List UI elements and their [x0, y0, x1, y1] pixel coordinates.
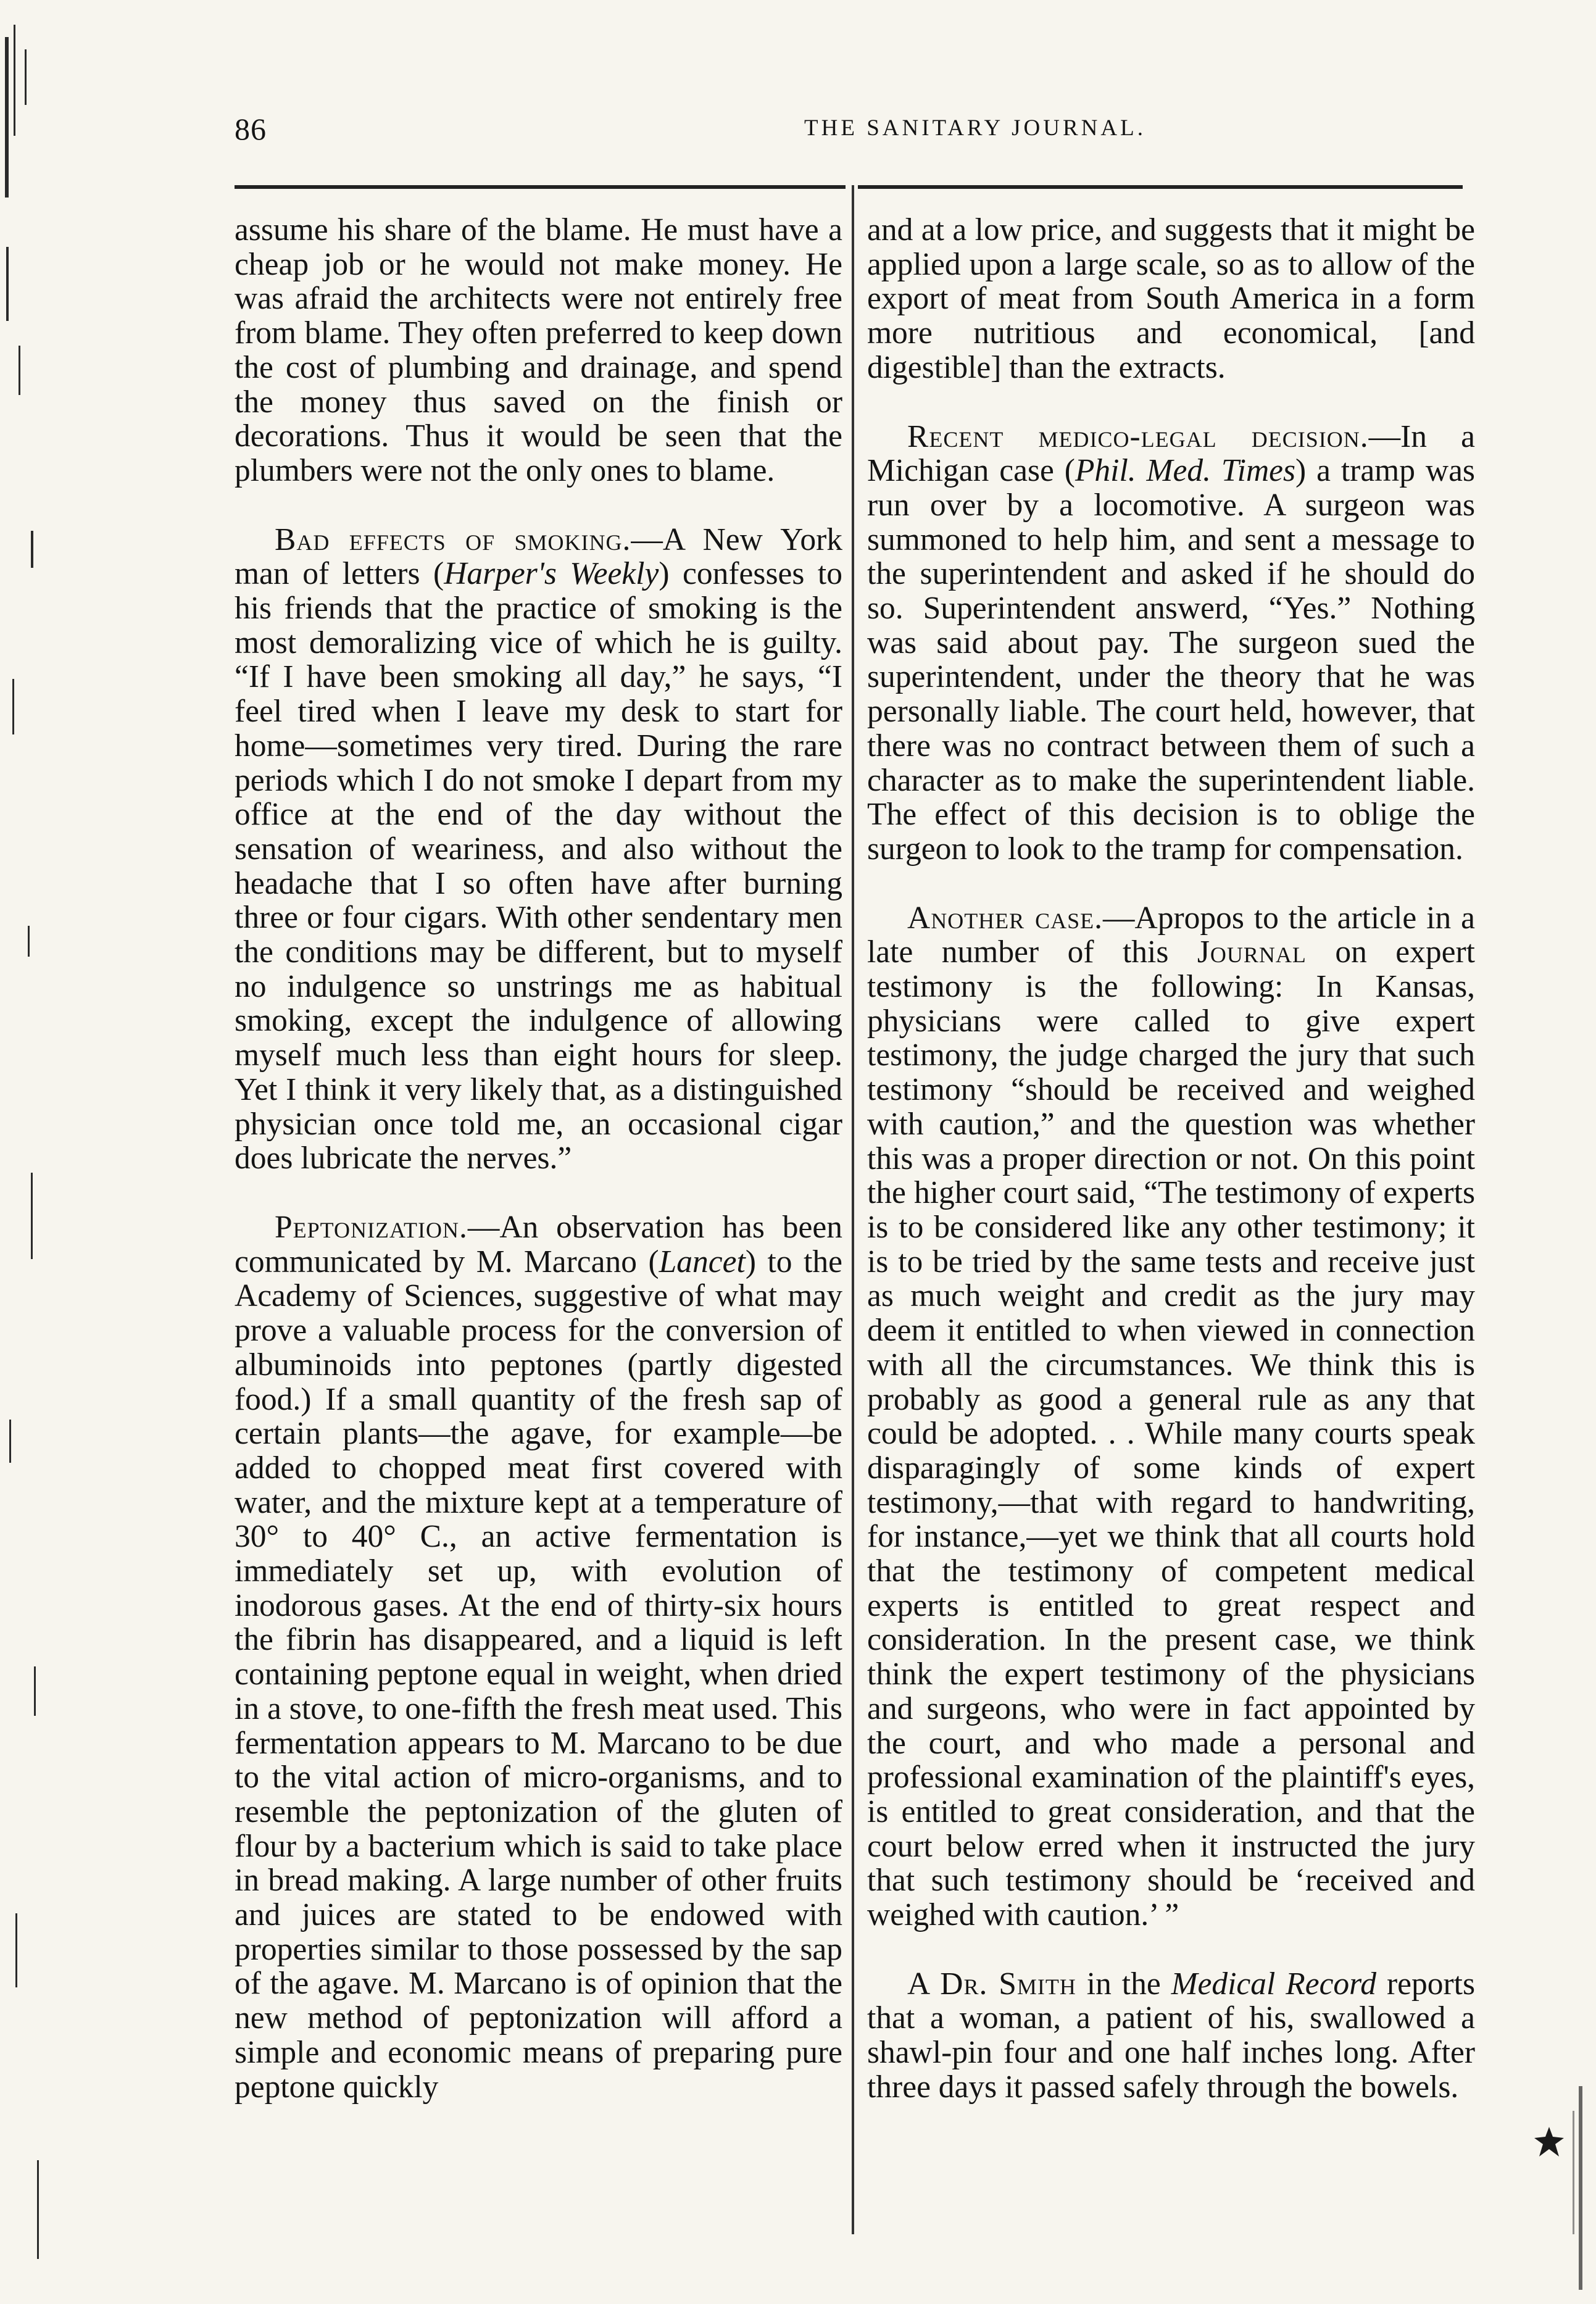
paragraph-smoking: Bad effects of smoking.—A New York man of letters (Harper's Weekly) confesses to his friends that the practice of smoking is the most demoralizing vice of which he is guilty. “If I have been smoking all day,” he says, “I feel tired when I leave my desk to start for home—sometimes very tired. During the rare periods which I do not smoke I depart from my office at the end of the day without the sensation of weariness, and also without the headache that I so often have after burning three or four cigars. With other sendentary men the conditions may be different, but to myself no indulgence so unstrings me as habitual smoking, except the indulgence of allowing myself much less than eight hours for sleep. Yet I think it very likely that, as a distinguished physician once told me, an occasional cigar does lubricate the nerves.” [235, 522, 842, 1176]
source-citation: Harper's Weekly [444, 556, 659, 592]
source-citation: Medical Record [1171, 1966, 1377, 2002]
section-heading-peptonization: Peptonization. [275, 1209, 468, 1245]
binding-margin-marks [0, 0, 74, 2304]
page-number: 86 [235, 112, 267, 146]
running-title: THE SANITARY JOURNAL. [804, 115, 1146, 141]
source-citation: Lancet [659, 1244, 746, 1279]
paragraph-peptonization-continued: and at a low price, and suggests that it might be applied upon a large scale, so as to allow of the export of meat from South America in a form more nutritious and economical, [and digestible] than the extracts. [867, 212, 1475, 385]
source-citation: Phil. Med. Times [1074, 453, 1296, 489]
section-heading-smoking: Bad effects of smoking. [275, 522, 631, 557]
page-header [235, 105, 1469, 154]
paragraph-another-case: Another case.—Apropos to the article in a late number of this Journal on expert testimony is the following: In Kansas, physicians were called to give expert testimony, the judge charged the jury that such testimony “should be received and weighed with caution,” and the question was whether this was a proper direction or not. On this point the higher court said, “The testimony of experts is to be considered like any other testimony; it is to be tried by the same tests and receive just as much weight and credit as the jury may deem it entitled to when viewed in connection with all the circumstances. We think this is probably as good a general rule as any that could be adopted. . . While many courts speak disparagingly of some kinds of expert testimony,—that with regard to handwriting, for instance,—yet we think that all courts hold that the testimony of competent medical experts is entitled to great respect and consideration. In the present case, we think think the expert testimony of the physicians and surgeons, who were in fact appointed by the court, and who made a personal and professional examination of the plaintiff's eyes, is entitled to great consideration, and that the court below erred when it instructed the jury that such testimony should be ‘received and weighed with caution.’ ” [867, 900, 1475, 1933]
column-divider [852, 185, 854, 2234]
page-edge-shadow [1568, 2086, 1586, 2290]
paragraph-dr-smith: A Dr. Smith in the Medical Record reports that a woman, a patient of his, swallowed a shawl-pin four and one half inches long. After three days it passed safely through the bowels. [867, 1966, 1475, 2105]
header-rule-left [235, 185, 846, 189]
journal-name: Journal [1197, 934, 1307, 970]
section-heading-dr-smith: A Dr. Smith [907, 1966, 1076, 2002]
paragraph-medico-legal: Recent medico-legal decision.—In a Michigan case (Phil. Med. Times) a tramp was run over by a locomotive. A surgeon was summoned to help him, and sent a message to the superintendent and asked if he should do so. Superintendent answerd, “Yes.” Nothing was said about pay. The surgeon sued the superintendent, under the theory that he was personally liable. The court held, however, that there was no contract between them of such a character as to make the superintendent liable. The effect of this decision is to oblige the surgeon to look to the tramp for compensation. [867, 418, 1475, 867]
paragraph-peptonization: Peptonization.—An observation has been communicated by M. Marcano (Lancet) to the Academy of Sciences, suggestive of what may prove a valuable process for the conversion of albuminoids into peptones (partly digested food.) If a small quantity of the fresh sap of certain plants—the agave, for example—be added to chopped meat first covered with water, and the mixture kept at a temperature of 30° to 40° C., an active fermentation is immediately set up, with evolution of inodorous gases. At the end of thirty-six hours the fibrin has disappeared, and a liquid is left containing peptone equal in weight, when dried in a stove, to one-fifth the fresh meat used. This fermentation appears to M. Marcano to be due to the vital action of micro-organisms, and to resemble the peptonization of the gluten of flour by a bacterium which is said to take place in bread making. A large number of other fruits and juices are stated to be endowed with properties similar to those possessed by the sap of the agave. M. Marcano is of opinion that the new method of peptonization will afford a simple and economic means of preparing pure peptone quickly [235, 1209, 843, 2105]
section-heading-medico-legal: Recent medico-legal decision. [907, 418, 1369, 454]
ink-blot-mark [1531, 2123, 1568, 2160]
left-column [235, 213, 842, 2104]
paragraph-plumbing-continued: assume his share of the blame. He must have a cheap job or he would not make money. He was afraid the architects were not entirely free from blame. They often preferred to keep down the cost of plumbing and drainage, and spend the money thus saved on the finish or decorations. Thus it would be seen that the plumbers were not the only ones to blame. [235, 212, 842, 488]
right-column [867, 213, 1475, 2105]
section-heading-another-case: Another case. [907, 900, 1103, 936]
header-rule-right [858, 185, 1463, 189]
